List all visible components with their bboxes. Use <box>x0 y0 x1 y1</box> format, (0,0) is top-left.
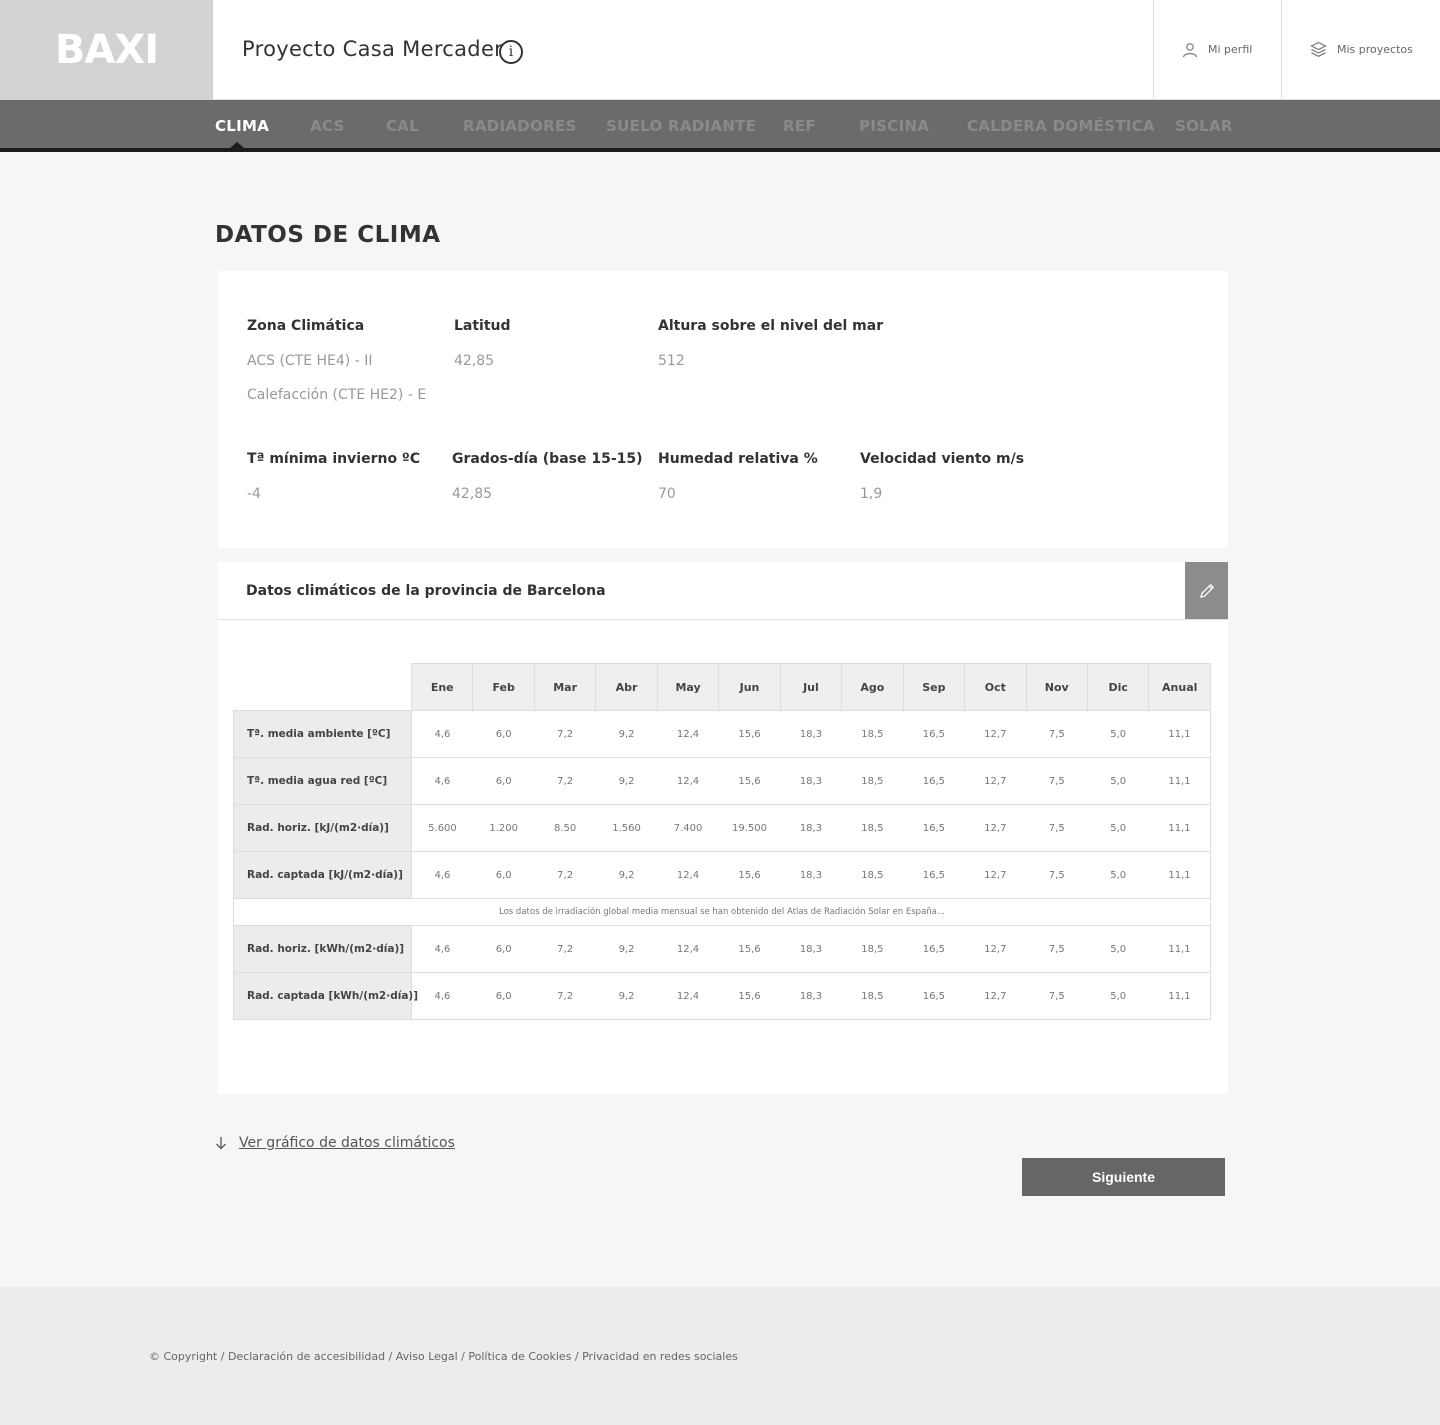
table-cell: 15,6 <box>719 758 780 805</box>
user-icon <box>1182 42 1198 58</box>
table-cell: 5,0 <box>1087 973 1148 1020</box>
table-cell: 5,0 <box>1087 852 1148 899</box>
column-header: Dic <box>1087 664 1148 711</box>
table-cell: 18,3 <box>780 973 841 1020</box>
table-cell: 16,5 <box>903 805 964 852</box>
layers-icon <box>1310 41 1327 58</box>
table-cell: 18,3 <box>780 926 841 973</box>
table-cell: 7,2 <box>534 973 595 1020</box>
tab-ref[interactable]: REF <box>783 117 816 135</box>
table-cell: 11,1 <box>1149 711 1211 758</box>
profile-label: Mi perfil <box>1208 43 1253 56</box>
table-cell: 18,5 <box>842 926 903 973</box>
table-cell: 7,2 <box>534 852 595 899</box>
tab-solar[interactable]: SOLAR <box>1175 117 1233 135</box>
table-cell: 7,5 <box>1026 926 1087 973</box>
table-cell: 11,1 <box>1149 758 1211 805</box>
table-cell: 4,6 <box>412 926 473 973</box>
column-header: Ene <box>412 664 473 711</box>
tab-suelo-radiante[interactable]: SUELO RADIANTE <box>606 117 757 135</box>
table-cell: 9,2 <box>596 758 657 805</box>
table-cell: 6,0 <box>473 852 534 899</box>
table-cell: 15,6 <box>719 926 780 973</box>
column-header: Feb <box>473 664 534 711</box>
tab-cal[interactable]: CAL <box>386 117 420 135</box>
table-row <box>234 711 1211 758</box>
table-cell: 6,0 <box>473 758 534 805</box>
row-label: Rad. horiz. [kWh/(m2·día)] <box>234 926 412 973</box>
table-note-row <box>234 899 1211 926</box>
table-cell: 19.500 <box>719 805 780 852</box>
column-header: Jul <box>780 664 841 711</box>
tab-radiadores[interactable]: RADIADORES <box>463 117 577 135</box>
projects-link[interactable] <box>1281 0 1440 99</box>
table-cell: 5,0 <box>1087 711 1148 758</box>
row-label: Rad. horiz. [kJ/(m2·día)] <box>234 805 412 852</box>
table-cell: 12,4 <box>657 758 718 805</box>
table-row <box>234 926 1211 973</box>
app-header <box>0 0 1440 100</box>
table-cell: 7,5 <box>1026 973 1087 1020</box>
table-cell: 9,2 <box>596 926 657 973</box>
table-cell: 5,0 <box>1087 805 1148 852</box>
table-cell: 18,5 <box>842 852 903 899</box>
next-button[interactable]: Siguiente <box>1022 1158 1225 1196</box>
viento-value: 1,9 <box>860 486 883 502</box>
pencil-icon <box>1198 582 1216 600</box>
table-cell: 12,4 <box>657 852 718 899</box>
table-cell: 12,7 <box>965 711 1026 758</box>
tab-caldera-domestica[interactable]: CALDERA DOMÉSTICA <box>967 117 1155 135</box>
altura-value: 512 <box>658 353 685 369</box>
table-cell: 4,6 <box>412 852 473 899</box>
table-cell: 7.400 <box>657 805 718 852</box>
table-cell: 4,6 <box>412 758 473 805</box>
table-note: Los datos de irradiación global media mensual se han obtenido del Atlas de Radiación Solar en España... <box>234 899 1211 926</box>
chart-link[interactable] <box>215 1135 455 1151</box>
column-header: May <box>657 664 718 711</box>
table-cell: 15,6 <box>719 711 780 758</box>
column-header: Anual <box>1149 664 1211 711</box>
table-cell: 4,6 <box>412 711 473 758</box>
info-icon[interactable]: i <box>499 40 523 64</box>
table-cell: 12,4 <box>657 973 718 1020</box>
page-footer <box>0 1287 1440 1425</box>
tmin-value: -4 <box>247 486 261 502</box>
table-cell: 12,4 <box>657 926 718 973</box>
logo-text: BAXI <box>54 27 159 73</box>
zona-cal-value: Calefacción (CTE HE2) - E <box>247 387 427 403</box>
table-row <box>234 973 1211 1020</box>
table-cell: 6,0 <box>473 711 534 758</box>
table-row <box>234 758 1211 805</box>
table-cell: 4,6 <box>412 973 473 1020</box>
column-header: Sep <box>903 664 964 711</box>
table-cell: 8.50 <box>534 805 595 852</box>
column-header: Nov <box>1026 664 1087 711</box>
table-cell: 18,5 <box>842 711 903 758</box>
latitud-label: Latitud <box>454 318 511 334</box>
table-cell: 7,2 <box>534 926 595 973</box>
zona-climatica-label: Zona Climática <box>247 318 365 334</box>
table-cell: 11,1 <box>1149 973 1211 1020</box>
table-cell: 12,7 <box>965 973 1026 1020</box>
table-cell: 5,0 <box>1087 926 1148 973</box>
page-title: DATOS DE CLIMA <box>215 222 441 248</box>
table-cell: 18,3 <box>780 852 841 899</box>
column-header: Mar <box>534 664 595 711</box>
climate-table-card <box>218 562 1228 1094</box>
column-header: Abr <box>596 664 657 711</box>
table-cell: 16,5 <box>903 711 964 758</box>
table-cell: 5,0 <box>1087 758 1148 805</box>
table-cell: 9,2 <box>596 973 657 1020</box>
table-cell: 11,1 <box>1149 852 1211 899</box>
climate-info-card <box>218 271 1228 548</box>
climate-table <box>233 663 1211 1020</box>
table-cell: 16,5 <box>903 852 964 899</box>
table-cell: 18,3 <box>780 711 841 758</box>
table-cell: 7,5 <box>1026 758 1087 805</box>
edit-button[interactable] <box>1185 562 1228 619</box>
zona-acs-value: ACS (CTE HE4) - II <box>247 353 373 369</box>
grados-dia-value: 42,85 <box>452 486 493 502</box>
table-cell: 16,5 <box>903 973 964 1020</box>
table-cell: 9,2 <box>596 711 657 758</box>
table-card-header <box>218 562 1228 620</box>
projects-label: Mis proyectos <box>1337 43 1413 56</box>
table-row <box>234 852 1211 899</box>
tmin-label: Tª mínima invierno ºC <box>247 451 421 467</box>
table-cell: 11,1 <box>1149 926 1211 973</box>
arrow-down-icon <box>215 1136 227 1150</box>
table-cell: 12,4 <box>657 711 718 758</box>
table-cell: 6,0 <box>473 926 534 973</box>
table-cell: 7,5 <box>1026 852 1087 899</box>
footer-links[interactable]: © Copyright / Declaración de accesibilidad / Aviso Legal / Política de Cookies / Privacidad en redes sociales <box>149 1350 738 1363</box>
row-label: Tª. media agua red [ºC] <box>234 758 412 805</box>
table-header-row <box>234 664 1211 711</box>
brand-logo[interactable] <box>0 0 213 100</box>
table-cell: 12,7 <box>965 926 1026 973</box>
table-cell: 7,2 <box>534 758 595 805</box>
column-header: Jun <box>719 664 780 711</box>
table-row <box>234 805 1211 852</box>
table-card-title: Datos climáticos de la provincia de Barcelona <box>246 583 606 599</box>
table-cell: 16,5 <box>903 758 964 805</box>
chart-link-text: Ver gráfico de datos climáticos <box>239 1135 455 1151</box>
active-tab-indicator <box>230 142 244 148</box>
table-cell: 9,2 <box>596 852 657 899</box>
profile-link[interactable] <box>1153 0 1281 99</box>
column-header: Ago <box>842 664 903 711</box>
table-cell: 18,3 <box>780 805 841 852</box>
main-nav <box>0 100 1440 152</box>
row-label: Rad. captada [kWh/(m2·día)] <box>234 973 412 1020</box>
latitud-value: 42,85 <box>454 353 495 369</box>
table-cell: 1.200 <box>473 805 534 852</box>
table-cell: 18,5 <box>842 805 903 852</box>
table-corner <box>234 664 412 711</box>
table-cell: 7,5 <box>1026 805 1087 852</box>
table-cell: 12,7 <box>965 852 1026 899</box>
tab-acs[interactable]: ACS <box>310 117 345 135</box>
grados-dia-label: Grados-día (base 15-15) <box>452 451 643 467</box>
viento-label: Velocidad viento m/s <box>860 451 1025 467</box>
table-cell: 12,7 <box>965 758 1026 805</box>
row-label: Tª. media ambiente [ºC] <box>234 711 412 758</box>
tab-clima[interactable]: CLIMA <box>215 117 270 135</box>
project-title: Proyecto Casa Mercader <box>242 37 504 61</box>
table-cell: 7,5 <box>1026 711 1087 758</box>
table-cell: 15,6 <box>719 852 780 899</box>
column-header: Oct <box>965 664 1026 711</box>
tab-piscina[interactable]: PISCINA <box>859 117 930 135</box>
table-cell: 18,5 <box>842 973 903 1020</box>
table-cell: 15,6 <box>719 973 780 1020</box>
table-cell: 18,5 <box>842 758 903 805</box>
table-cell: 16,5 <box>903 926 964 973</box>
altura-label: Altura sobre el nivel del mar <box>658 318 884 334</box>
humedad-value: 70 <box>658 486 676 502</box>
table-cell: 12,7 <box>965 805 1026 852</box>
humedad-label: Humedad relativa % <box>658 451 818 467</box>
table-cell: 18,3 <box>780 758 841 805</box>
table-cell: 7,2 <box>534 711 595 758</box>
table-cell: 6,0 <box>473 973 534 1020</box>
table-cell: 5.600 <box>412 805 473 852</box>
table-cell: 11,1 <box>1149 805 1211 852</box>
row-label: Rad. captada [kJ/(m2·día)] <box>234 852 412 899</box>
table-cell: 1.560 <box>596 805 657 852</box>
